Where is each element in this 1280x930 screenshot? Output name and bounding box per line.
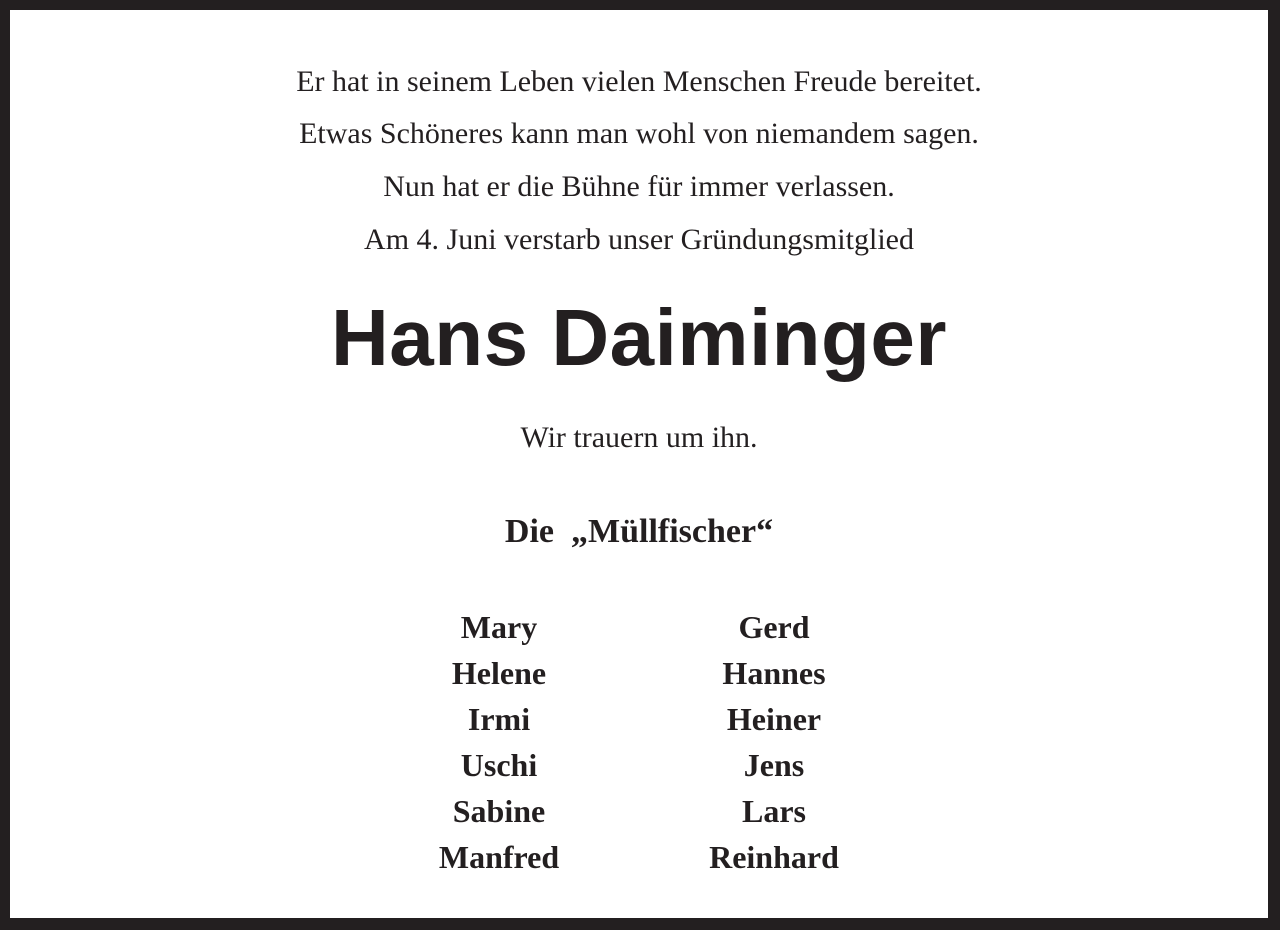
member-name: Helene [451,655,547,691]
member-name: Sabine [452,793,546,829]
intro-line: Am 4. Juni verstarb unser Gründungsmitglied [364,223,914,256]
member-name: Jens [743,747,805,783]
mourning-line: Wir trauern um ihn. [520,421,758,454]
deceased-name: Hans Daiminger [330,293,948,382]
member-name: Heiner [726,701,822,737]
group-name: Die „Müllfischer“ [504,513,774,550]
member-name: Reinhard [709,839,839,875]
intro-line: Nun hat er die Bühne für immer verlassen. [383,170,895,203]
member-name: Lars [742,793,806,829]
member-name: Hannes [722,655,826,691]
member-name: Gerd [738,609,810,645]
members-right-column [664,606,884,882]
member-name: Manfred [438,839,560,875]
member-name: Uschi [460,747,538,783]
intro-line: Er hat in seinem Leben vielen Menschen Freude bereitet. [296,65,982,98]
members-left-column [389,606,609,882]
intro-line: Etwas Schöneres kann man wohl von niemandem sagen. [299,117,979,150]
member-name: Mary [460,609,538,645]
member-name: Irmi [467,701,531,737]
